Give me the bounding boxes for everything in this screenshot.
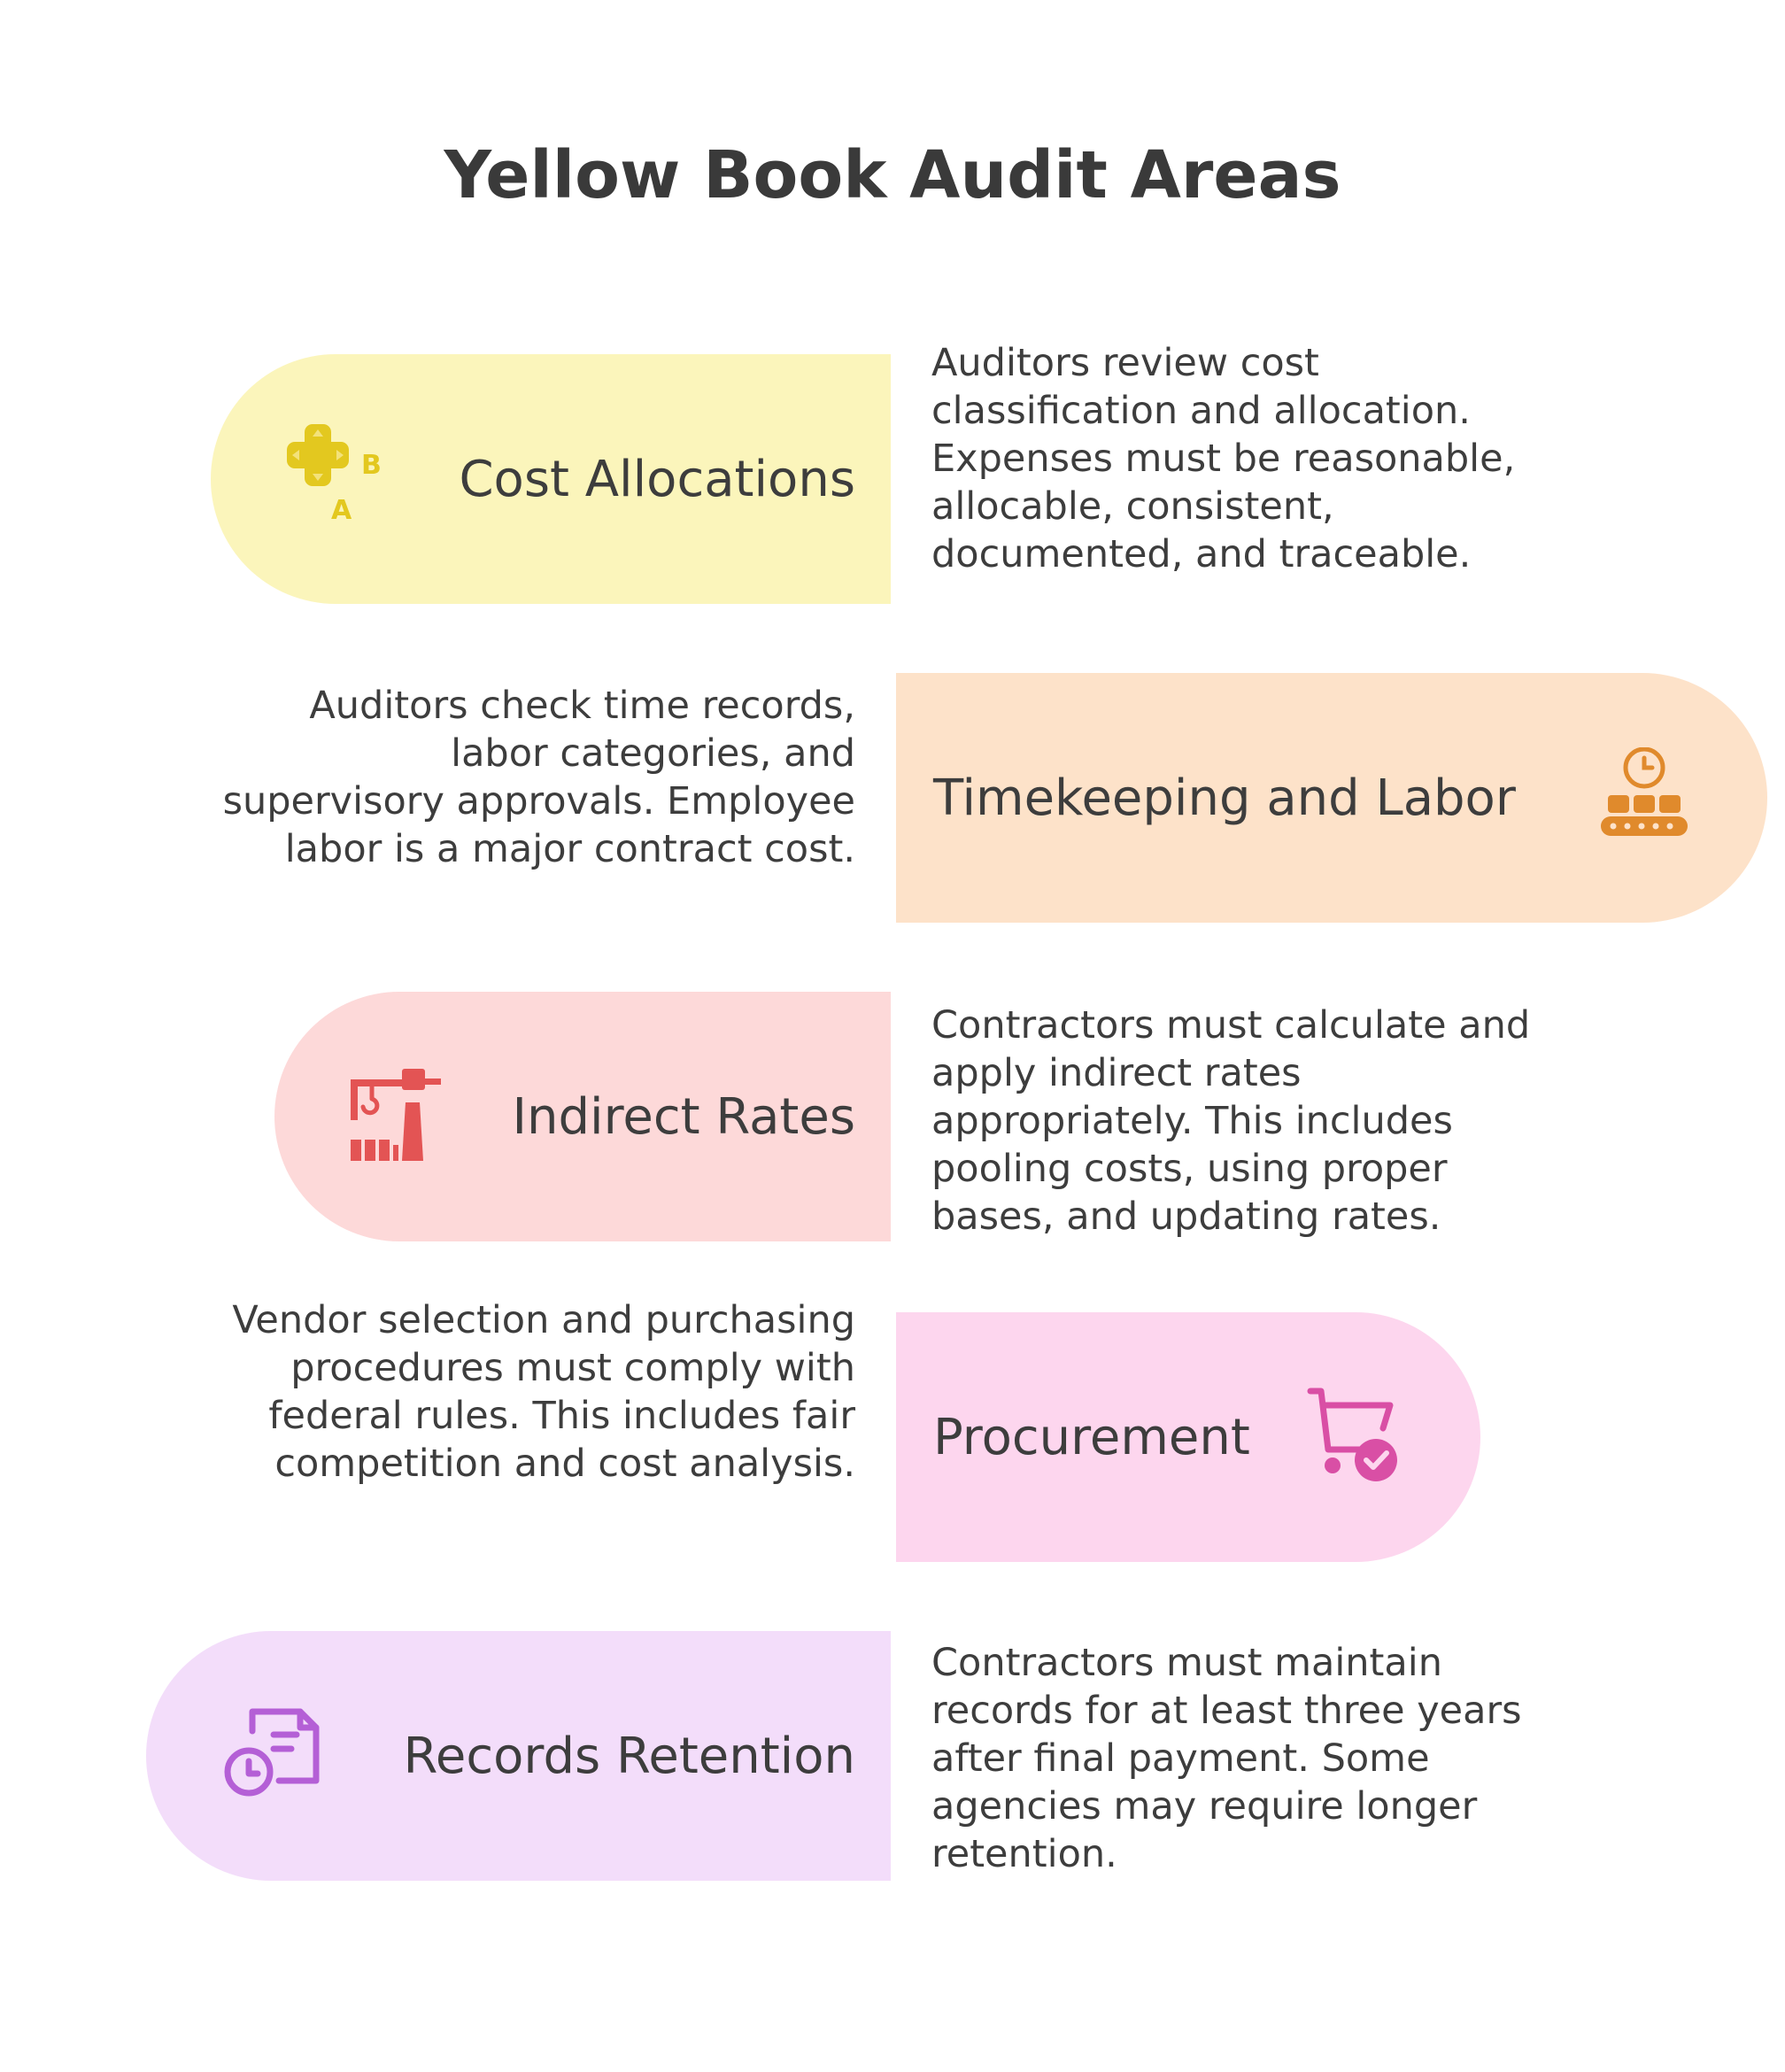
indirect-rates-description: Contractors must calculate and apply indirect rates appropriately. This includes pooling costs, using proper bases, and updating rates.	[931, 1003, 1531, 1239]
records-retention-pill	[146, 1631, 891, 1881]
records-retention-description: Contractors must maintain records for at least three years after final payment. Some agencies may require longer retention.	[931, 1641, 1522, 1876]
cost-allocations-description: Auditors review cost classification and allocation. Expenses must be reasonable, allocable, consistent, documented, and traceable.	[931, 341, 1516, 576]
svg-text:B: B	[361, 450, 382, 481]
svg-text:A: A	[331, 495, 352, 526]
game-controller-ab-icon	[285, 424, 391, 534]
factory-crane-icon	[347, 1065, 446, 1168]
procurement-label: Procurement	[933, 1408, 1250, 1466]
timekeeping-labor-description: Auditors check time records, labor categories, and supervisory approvals. Employee labor is a major contract cost.	[222, 684, 855, 871]
cart-check-icon	[1305, 1386, 1404, 1488]
indirect-rates-label: Indirect Rates	[512, 1087, 855, 1146]
conveyor-clock-icon	[1596, 747, 1693, 848]
records-retention-label: Records Retention	[403, 1727, 855, 1785]
page-title: Yellow Book Audit Areas	[444, 137, 1341, 213]
procurement-pill	[896, 1312, 1480, 1562]
timekeeping-labor-label: Timekeeping and Labor	[933, 769, 1516, 827]
timekeeping-labor-pill	[896, 673, 1767, 923]
cost-allocations-label: Cost Allocations	[459, 450, 855, 508]
document-clock-icon	[222, 1705, 321, 1807]
procurement-description: Vendor selection and purchasing procedures must comply with federal rules. This includes fair competition and cost analysis.	[232, 1298, 855, 1486]
cost-allocations-pill	[211, 354, 891, 604]
indirect-rates-pill	[274, 992, 891, 1241]
